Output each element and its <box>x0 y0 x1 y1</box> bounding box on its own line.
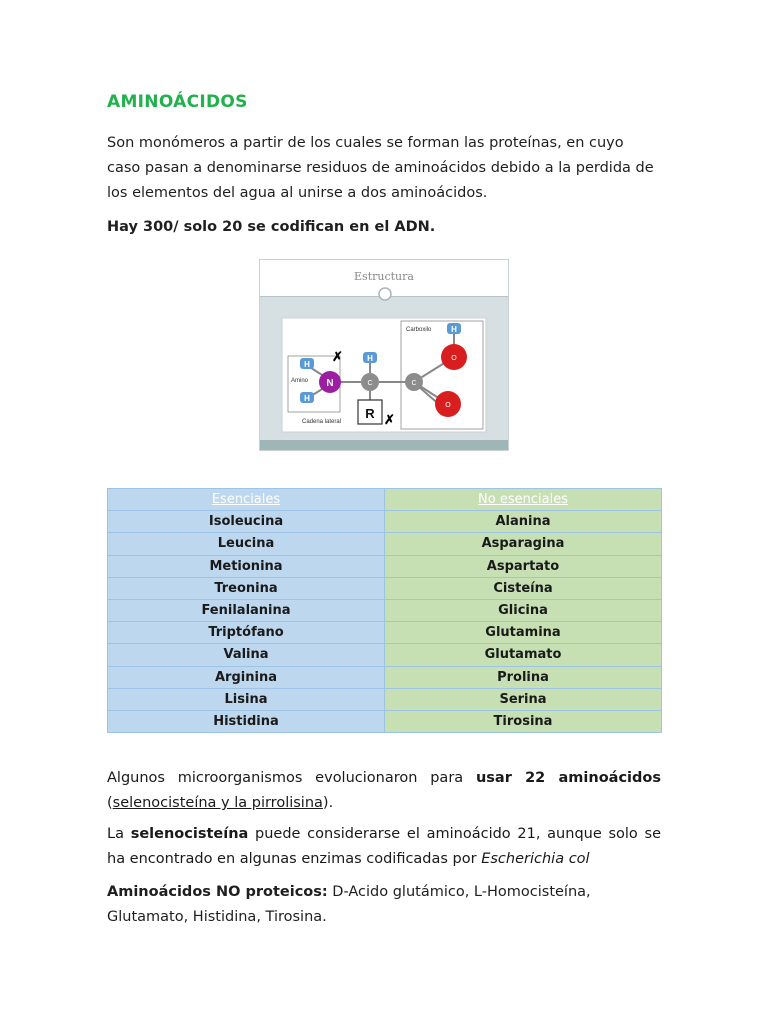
seleno-mid: puede considerarse el aminoácido 21, aunque solo se ha encontrado en algunas enzimas codificadas por <box>107 826 662 867</box>
nonessential-cell: Alanina <box>385 511 662 533</box>
hydrogen-label: H <box>304 394 310 403</box>
mark-icon-2: ✗ <box>384 412 395 427</box>
intro-paragraph: Son monómeros a partir de los cuales se forman las proteínas, en cuyo caso pasan a denominarse residuos de aminoácidos debido a la perdida de los elementos del agua al unirse a dos aminoácidos. <box>107 135 654 201</box>
mark-icon-1: ✗ <box>332 349 343 364</box>
oxygen-label: O <box>451 355 457 362</box>
essential-cell: Triptófano <box>108 622 385 644</box>
essential-cell: Treonina <box>108 577 385 599</box>
essential-cell: Isoleucina <box>108 511 385 533</box>
header-essential: Esenciales <box>108 489 385 511</box>
seleno-lead: La <box>107 826 131 842</box>
micro-lead: Algunos microorganismos evolucionaron para <box>107 770 476 786</box>
hydrogen-label: H <box>451 325 457 334</box>
table-row <box>108 577 662 599</box>
nonessential-cell: Aspartato <box>385 555 662 577</box>
table-row <box>108 622 662 644</box>
table-header-row <box>108 489 662 511</box>
nonessential-cell: Tirosina <box>385 710 662 732</box>
table-row <box>108 533 662 555</box>
hydrogen-label: H <box>367 354 373 363</box>
non-protein-label: Aminoácidos NO proteicos: <box>107 884 328 900</box>
figure-header-label: Estructura <box>354 270 414 283</box>
amino-label: Amino <box>291 378 309 384</box>
micro-paren-open: ( <box>107 795 113 811</box>
hydrogen-label: H <box>304 360 310 369</box>
nonessential-cell: Glicina <box>385 599 662 621</box>
table-row <box>108 644 662 666</box>
carboxyl-label: Carboxilo <box>406 327 432 333</box>
selenocysteine-paragraph <box>107 822 661 872</box>
essential-cell: Arginina <box>108 666 385 688</box>
micro-bold: usar 22 aminoácidos <box>475 770 661 786</box>
nonessential-cell: Glutamato <box>385 644 662 666</box>
micro-paren-close: ). <box>322 795 334 811</box>
table-row <box>108 710 662 732</box>
table-row <box>108 555 662 577</box>
table-body <box>108 511 662 733</box>
essential-cell: Leucina <box>108 533 385 555</box>
nonessential-cell: Glutamina <box>385 622 662 644</box>
essential-cell: Valina <box>108 644 385 666</box>
essential-cell: Lisina <box>108 688 385 710</box>
amino-acid-structure-figure <box>259 259 509 451</box>
table-row <box>108 688 662 710</box>
side-chain-label: Cadena lateral <box>302 419 342 425</box>
seleno-bold: selenocisteína <box>130 826 249 842</box>
count-statement: Hay 300/ solo 20 se codifican en el ADN. <box>107 219 436 235</box>
carbon-label: C <box>411 380 417 387</box>
nonessential-cell: Asparagina <box>385 533 662 555</box>
table-row <box>108 666 662 688</box>
essential-cell: Histidina <box>108 710 385 732</box>
table-row <box>108 511 662 533</box>
nonessential-cell: Serina <box>385 688 662 710</box>
nonessential-cell: Cisteína <box>385 577 662 599</box>
non-protein-paragraph <box>107 880 661 930</box>
r-group-label: R <box>365 406 375 421</box>
table-row <box>108 599 662 621</box>
essential-cell: Fenilalanina <box>108 599 385 621</box>
essential-cell: Metionina <box>108 555 385 577</box>
nitrogen-label: N <box>326 378 334 389</box>
molecule-diagram <box>260 260 510 452</box>
microorganisms-paragraph <box>107 766 661 816</box>
page-title: AMINOÁCIDOS <box>107 92 248 112</box>
non-protein-text: D-Acido glutámico, L-Homocisteína, Glutamato, Histidina, Tirosina. <box>107 884 591 925</box>
micro-underlined: selenocisteína y la pirrolisina <box>112 795 323 811</box>
header-nonessential: No esenciales <box>385 489 662 511</box>
amino-acid-table <box>107 488 662 733</box>
seleno-italic: Escherichia col <box>481 851 590 867</box>
oxygen-label: O <box>445 402 451 409</box>
figure-connector-icon <box>379 288 391 300</box>
nonessential-cell: Prolina <box>385 666 662 688</box>
carbon-label: C <box>367 380 373 387</box>
